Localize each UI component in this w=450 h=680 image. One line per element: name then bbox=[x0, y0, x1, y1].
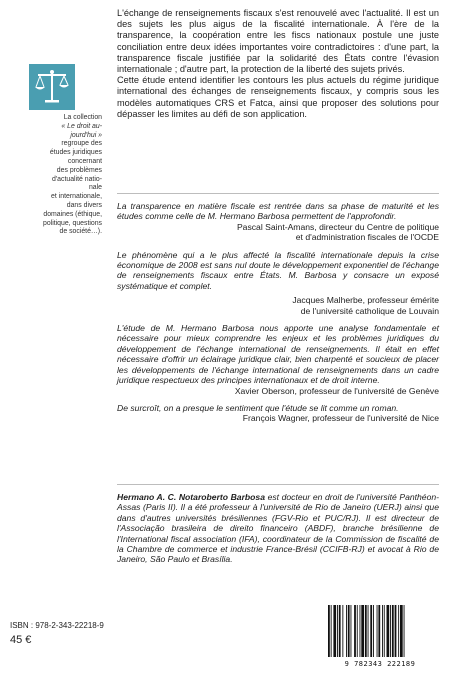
barcode-bar bbox=[370, 605, 372, 657]
collection-line: politique, questions bbox=[43, 219, 102, 227]
barcode-bar bbox=[357, 605, 358, 657]
barcode-bar bbox=[387, 605, 390, 657]
quote-attribution: François Wagner, professeur de l'université de Nice bbox=[242, 413, 439, 424]
barcode-bar bbox=[333, 605, 336, 657]
quote-text: La transparence en matière fiscale est rentrée dans sa phase de maturité et les études comme celle de M. Hermano Barbosa permettent de l'approfondir. bbox=[117, 201, 439, 222]
collection-line: concernant bbox=[67, 157, 102, 165]
collection-line: regroupe des bbox=[61, 140, 102, 148]
barcode-bar bbox=[378, 605, 380, 657]
quote-attribution: Jacques Malherbe, professeur émérite bbox=[292, 295, 439, 306]
barcode-bar bbox=[373, 605, 374, 657]
barcode-bar bbox=[342, 605, 343, 657]
collection-line: La collection bbox=[63, 114, 102, 121]
barcode-bar bbox=[346, 605, 347, 657]
quote-text: De surcroît, on a presque le sentiment que l'étude se lit comme un roman. bbox=[117, 402, 399, 413]
barcode-bar bbox=[377, 605, 378, 657]
quote-attribution: Pascal Saint-Amans, directeur du Centre de politique bbox=[236, 221, 439, 232]
divider bbox=[117, 484, 439, 485]
barcode-bar bbox=[361, 605, 364, 657]
barcode-bar bbox=[382, 605, 383, 657]
author-bio-text: est docteur en droit de l'université Panthéon-Assas (Paris II). Il a été professeur à l'université de Rio de Janeiro (UERJ) ainsi que dans d'autres universités brésiliennes (FGV-Rio et PUC/RJ). Il est directeur de l'Associação brasileira de direito financeiro (ABDF), branche brésilienne de l'International fiscal association (IFA), coordinateur de la Commission de fiscalité de la Chambre de commerce et industrie France-Brésil (CCIFB-RJ) et avocat à Rio de Janeiro, São Paulo et Brasília. bbox=[117, 492, 439, 565]
barcode-bar bbox=[339, 605, 341, 657]
barcode-bar bbox=[392, 605, 394, 657]
quote-attribution: et d'administration fiscales de l'OCDE bbox=[295, 232, 439, 243]
barcode-bar bbox=[398, 605, 399, 657]
endorsements bbox=[117, 201, 439, 424]
collection-line: domaines (éthique, bbox=[43, 210, 102, 218]
barcode-bar bbox=[365, 605, 367, 657]
collection-description bbox=[14, 114, 102, 237]
scales-of-justice-icon bbox=[29, 64, 75, 110]
barcode-bar bbox=[360, 605, 361, 657]
divider bbox=[117, 193, 439, 194]
intro-text bbox=[117, 8, 439, 120]
collection-line: et internationale, bbox=[51, 193, 102, 201]
barcode-bar bbox=[400, 605, 403, 657]
collection-line: de société…). bbox=[59, 228, 102, 236]
collection-line: « Le droit au- bbox=[61, 122, 102, 130]
barcode-bar bbox=[331, 605, 332, 657]
barcode-bar bbox=[395, 605, 397, 657]
collection-line: nale bbox=[88, 184, 102, 192]
quote-text: L'étude de M. Hermano Barbosa nous apporte une analyse fondamentale et nécessaire pour mieux comprendre les enjeux et les problèmes juridiques du développement de l'échange international de renseignements. Il était en effet nécessaire d'offrir un éclairage juridique clair, bien charpenté et soucieux de placer les développements de l'échange international de renseignements dans un cadre juridique respectueux des principes internationaux et de droit interne. bbox=[117, 323, 439, 386]
isbn: ISBN : 978-2-343-22218-9 bbox=[10, 621, 104, 630]
barcode-bar bbox=[368, 605, 369, 657]
barcode-bar bbox=[348, 605, 350, 657]
barcode-bar bbox=[328, 605, 330, 657]
collection-line: jourd'hui » bbox=[70, 131, 102, 139]
barcode-bar bbox=[384, 605, 385, 657]
barcode-bar bbox=[351, 605, 352, 657]
intro-paragraph: L'échange de renseignements fiscaux s'est renouvelé avec l'actualité. Il est un des sujets les plus aigus de la fiscalité internationale. À l'ère de la transparence, la coopération entre les fiscs nationaux postule une juste conciliation entre deux idées importantes voire contradictoires : d'une part, la transparence fiscale justifiée par la solidarité des États contre l'évasion internationale ; d'autre part, la protection de la liberté des sujets privés. bbox=[117, 8, 439, 75]
barcode-bar bbox=[337, 605, 338, 657]
collection-emblem bbox=[29, 64, 75, 110]
collection-line: études juridiques bbox=[49, 149, 102, 157]
quote-attribution: Xavier Oberson, professeur de l'université de Genève bbox=[234, 385, 439, 396]
author-bio bbox=[117, 492, 439, 565]
intro-paragraph: Cette étude entend identifier les contours les plus actuels du régime juridique international des échanges de renseignements fiscaux, y compris sous les modèles automatiques CRS et Fatca, ainsi que proposer des solutions pour dépasser les limites au défi de son application. bbox=[117, 75, 439, 119]
author-name: Hermano A. C. Notaroberto Barbosa bbox=[117, 492, 265, 502]
barcode-bars bbox=[320, 603, 440, 659]
barcode-bar bbox=[390, 605, 391, 657]
collection-line: des problèmes bbox=[56, 166, 102, 174]
barcode-bar bbox=[354, 605, 356, 657]
sidebar bbox=[0, 0, 106, 680]
quote-attribution: de l'université catholique de Louvain bbox=[300, 305, 439, 316]
quote-text: Le phénomène qui a le plus affecté la fiscalité internationale depuis la crise économique de 2008 est sans nul doute le développement exponentiel de l'échange de renseignements fiscaux entre États. M. Barbosa y consacre un exposé systématique et complet. bbox=[117, 249, 439, 291]
price: 45 € bbox=[10, 634, 32, 646]
collection-line: dans divers bbox=[66, 201, 102, 209]
barcode-bar bbox=[404, 605, 405, 657]
barcode-digits: 9 782343 222189 bbox=[344, 660, 416, 668]
collection-line: d'actualité natio- bbox=[52, 175, 102, 183]
